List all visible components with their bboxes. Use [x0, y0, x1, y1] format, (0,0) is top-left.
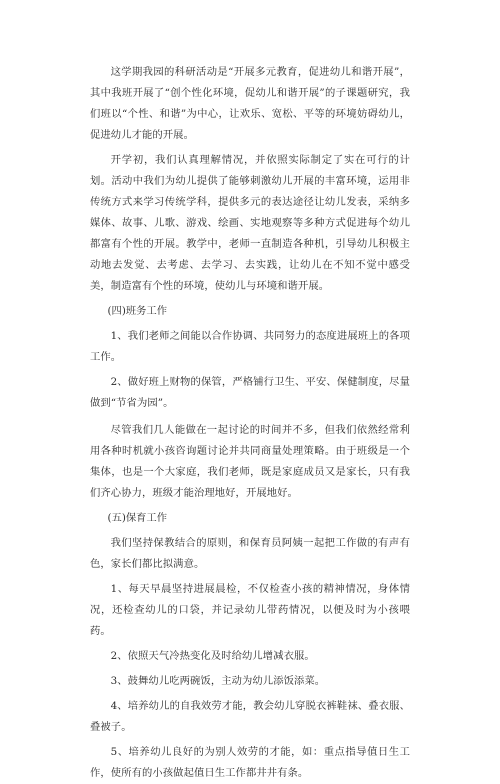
section-heading-care-work: (五)保育工作 [107, 512, 168, 524]
paragraph-class-summary: 尽管我们几人能做在一起讨论的时间并不多，但我们依然经常利用各种时机就小孩咨询题讨论并共同商量处理策略。由于班级是一个集体，也是一个大家庭，我们老师，既是家庭成员又是家长，只有我们齐心协力，班级才能治理地好，开展地好。 [90, 424, 410, 499]
paragraph-class-item-2: 2、做好班上财物的保管，严格铺行卫生、平安、保健制度，尽量做到“节省为园”。 [90, 376, 410, 409]
paragraph-class-item-1: 1、我们老师之间能以合作协调、共同努力的态度进展班上的各项工作。 [90, 330, 410, 363]
paragraph-care-item-2: 2、依照天气冷热变化及时给幼儿增减衣服。 [110, 650, 315, 662]
paragraph-research-intro: 这学期我园的科研活动是“开展多元教育，促进幼儿和谐开展”，其中我班开展了“创个性化环境，促幼儿和谐开展”的子课题研究，我们班以“个性、和谐”为中心，让欢乐、宽松、平等的环境妨碍幼儿，促进幼儿才能的开展。 [90, 66, 410, 141]
document-body [90, 62, 410, 784]
paragraph-semester-start: 开学初，我们认真理解情况，并依照实际制定了实在可行的计划。活动中我们为幼儿提供了能够刺激幼儿开展的丰富环境，运用非传统方式来学习传统学科，提供多元的表达途径让幼儿发表，采纳多媒体、故事、儿歌、游戏、绘画、实地观察等多种方式促进每个幼儿都富有个性的开展。教学中，老师一直制造各种机，引导幼儿积极主动地去发觉、去考虑、去学习、去实践，让幼儿在不知不觉中感受美，制造富有个性的环境，使幼儿与环境和谐开展。 [90, 154, 410, 292]
section-heading-class-affairs: (四)班务工作 [107, 305, 168, 317]
paragraph-care-item-4: 4、培养幼儿的自我效劳才能，教会幼儿穿脱衣裤鞋袜、叠衣服、叠被子。 [90, 700, 410, 733]
paragraph-care-intro: 我们坚持保教结合的原则，和保育员阿姨一起把工作做的有声有色，家长们都比拟满意。 [90, 537, 410, 570]
paragraph-care-item-1: 1、每天早晨坚持进展晨检，不仅检查小孩的精神情况，身体情况，还检查幼儿的口袋，并记录幼儿带药情况，以便及时为小孩喂药。 [90, 583, 410, 637]
paragraph-care-item-3: 3、鼓舞幼儿吃两碗饭，主动为幼儿添饭添菜。 [110, 675, 326, 687]
paragraph-care-item-5: 5、培养幼儿良好的为别人效劳的才能，如：重点指导值日生工作，使所有的小孩做起值日生工作都井井有条。 [90, 746, 410, 779]
